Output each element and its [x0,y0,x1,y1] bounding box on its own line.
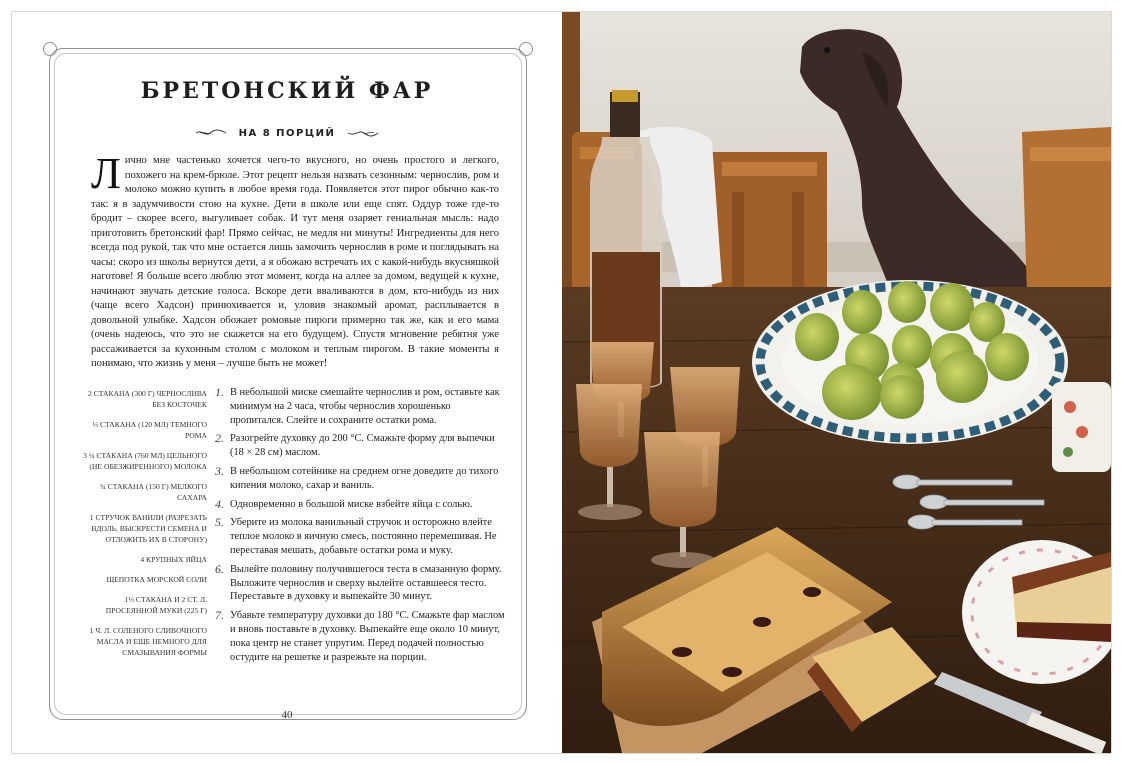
step-text: Уберите из молока ванильный стручок и осторожно влейте теплое молоко в яичную смесь, постоянно перемешивая. Не переставая мешать, добавьте остатки рома и муку. [230,517,497,556]
step-number: 3. [215,463,224,478]
step-text: Вылейте половину получившегося теста в смазанную форму. Выложите чернослив и сверху вылейте оставшееся тесто. Переставьте в духовку и выпекайте 30 минут. [230,563,502,603]
step-item [215,609,505,664]
right-swirl-icon [347,128,379,138]
servings-row [12,124,562,142]
step-text: В небольшой миске смешайте чернослив и ром, оставьте как минимум на 2 часа, чтобы чернослив хорошенько пропитался. Слейте и сохраните остатки рома. [230,387,500,426]
recipe-intro [91,149,499,372]
ingredient-item: ¾ СТАКАНА (150 Г) МЕЛКОГО САХАРА [100,482,207,502]
book-spread [11,11,1112,754]
intro-text: ично мне частенько хочется чего-то вкусного, но очень простого и легкого, похожего на крем-брюле. Этот рецепт нельзя назвать сезонным: чернослив, ром и молоко можно купить в любое время года. Появляется этот пирог обычно как-то так: я в задумчивости стою на кухне. Дети в школе или еще спят. Оддур тоже где-то бродит – скорее всего, выгуливает собак. И тут меня озаряет гениальная мысль: надо приготовить бретонский фар! Прямо сейчас, не медля ни минуты! Ингредиенты для него всегда под рукой, так что мне остается лишь замочить чернослив в роме и поглядывать на часы: скоро из школы вернутся дети, а я обожаю встречать их с какой-нибудь вкусняшкой наготове! Я больше всего люблю этот момент, когда на аллее за домом, ведущей к кухне, начинают звучать детские голоса. Вскоре дети вваливаются в дом, кто-нибудь из них (чаще всего Хадсон) принюхивается и, уловив знакомый аромат, расплывается в довольной улыбке. Хадсон обожает ромовые пироги примерно так же, как и его мама (очень надеюсь, что это не скажется на его будущем). Спустя мгновение ребятня уже рассаживается за кухонным столом с молоком и теплым пирогом. В такие моменты я понимаю, что жизнь у меня – лучше быть не может! [91,155,499,369]
step-item [215,386,505,427]
step-number: 2. [215,431,224,446]
drop-cap: Л [91,149,121,198]
ingredients-list [74,388,207,667]
sugar-bowl [1052,382,1111,472]
step-item [215,516,505,557]
chair-middle [712,152,827,297]
servings-label: НА 8 ПОРЦИЙ [238,127,336,139]
ingredient-item: 3 ¼ СТАКАНА (760 МЛ) ЦЕЛЬНОГО (НЕ ОБЕЗЖИРЕННОГО) МОЛОКА [83,451,207,471]
step-number: 1. [215,385,224,399]
step-text: Разогрейте духовку до 200 °C. Смажьте форму для выпечки (18 × 28 см) маслом. [230,433,495,459]
pear-platter [752,280,1068,444]
step-item [215,498,505,512]
ingredient-item: 1⅓ СТАКАНА И 2 СТ. Л. ПРОСЕЯННОЙ МУКИ (225 Г) [105,595,207,615]
recipe-page [12,12,562,753]
step-number: 5. [215,515,224,530]
ingredient-item: 1 СТРУЧОК ВАНИЛИ (РАЗРЕЗАТЬ ВДОЛЬ, ВЫСКРЕСТИ СЕМЕНА И ОТЛОЖИТЬ ИХ В СТОРОНУ) [89,513,207,544]
step-text: Убавьте температуру духовки до 180 °C. Смажьте фар маслом и вновь поставьте в духовку. Выпекайте еще около 10 минут, пока центр не станет упругим. Перед подачей полностью остудите на решетке и разрежьте на порции. [230,610,505,663]
step-number: 7. [215,608,224,623]
ingredient-item: 4 КРУПНЫХ ЯЙЦА [140,555,207,564]
ingredient-item: 2 СТАКАНА (300 Г) ЧЕРНОСЛИВА БЕЗ КОСТОЧЕК [88,389,207,409]
ingredient-item: ЩЕПОТКА МОРСКОЙ СОЛИ [106,575,207,584]
step-number: 6. [215,561,224,576]
ingredient-item: ⅓ СТАКАНА (120 МЛ) ТЕМНОГО РОМА [92,420,207,440]
step-item [215,465,505,493]
step-number: 4. [215,496,224,511]
ingredient-item: 1 Ч. Л. СОЛЕНОГО СЛИВОЧНОГО МАСЛА И ЕЩЕ НЕМНОГО ДЛЯ СМАЗЫВАНИЯ ФОРМЫ [89,626,207,657]
step-item [215,563,505,604]
step-item [215,432,505,460]
chair-right [1022,127,1111,297]
food-photo [562,12,1111,753]
recipe-title: БРЕТОНСКИЙ ФАР [140,78,434,104]
left-swirl-icon [195,128,227,138]
page-number: 40 [281,709,293,721]
photo-illustration [562,12,1111,753]
step-text: В небольшом сотейнике на среднем огне доведите до тихого кипения молоко, сахар и ваниль. [230,465,499,491]
steps-list [215,386,505,669]
step-text: Одновременно в большой миске взбейте яйца с солью. [230,498,473,510]
